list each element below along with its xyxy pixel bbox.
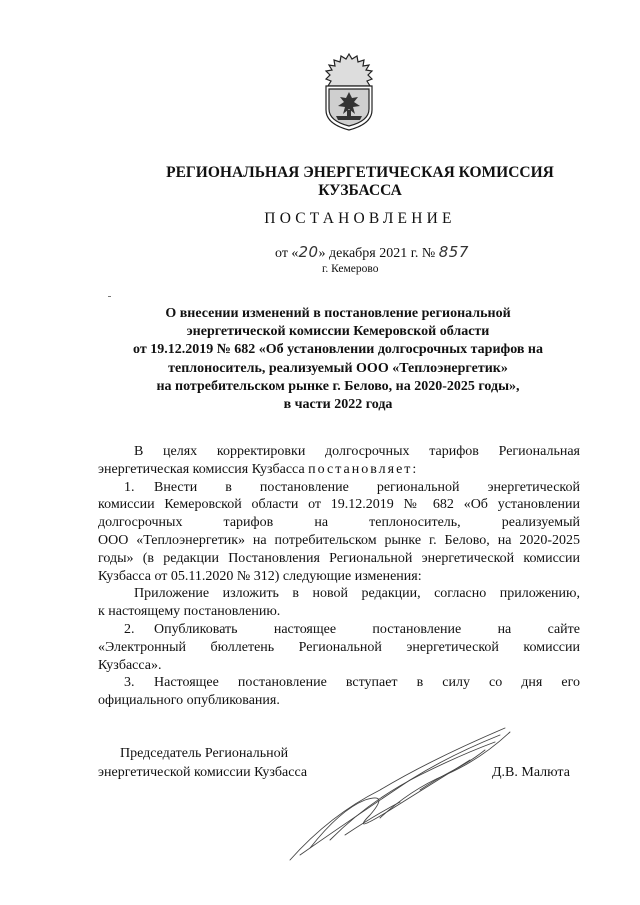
subject-line: О внесении изменений в постановление региональной	[165, 306, 511, 321]
item1-line3: долгосрочных тарифов на теплоноситель, реализуемый	[98, 515, 580, 531]
date-middle: » декабря 2021 г. №	[318, 246, 436, 261]
handwritten-signature	[270, 720, 520, 870]
appendix-line2: к настоящему постановлению.	[98, 604, 281, 620]
item1-number: 1.	[124, 479, 135, 495]
item2-line1	[98, 621, 580, 639]
paragraph-intro-line1: В целях корректировки долгосрочных тарифов Региональная	[134, 444, 580, 459]
city-label: г. Кемерово	[322, 263, 379, 275]
item3-line2: официального опубликования.	[98, 693, 280, 709]
item1-line6: Кузбасса от 05.11.2020 № 312) следующие изменения:	[98, 568, 422, 584]
signatory-title-line1: Председатель Региональной	[120, 746, 289, 761]
item1-line4: ООО «Теплоэнергетик» на потребительском рынке г. Белово, на 2020-2025	[98, 532, 580, 548]
item1-line5: годы» (в редакции Постановления Региональной энергетической комиссии	[98, 550, 580, 566]
signatory-title-line2: энергетической комиссии Кузбасса	[98, 765, 308, 780]
organization-name-line2: КУЗБАССА	[318, 182, 402, 199]
margin-mark	[108, 296, 111, 297]
coat-of-arms-emblem	[316, 52, 382, 132]
intro-colon: :	[412, 461, 417, 477]
subject-line: теплоноситель, реализуемый ООО «Теплоэнергетик»	[168, 360, 508, 376]
item2-line3: Кузбасса».	[98, 657, 162, 673]
item2-number: 2.	[124, 621, 135, 637]
date-prefix: от «	[275, 246, 299, 261]
handwritten-document-number: 857	[438, 243, 469, 261]
document-type-title: ПОСТАНОВЛЕНИЕ	[264, 210, 456, 227]
item3-text: Настоящее постановление вступает в силу со дня его	[154, 675, 580, 691]
signatory-name: Д.В. Малюта	[492, 765, 570, 780]
subject-line: энергетической комиссии Кемеровской области	[186, 324, 490, 340]
appendix-line1: Приложение изложить в новой редакции, согласно приложению,	[134, 586, 580, 602]
subject-line: на потребительском рынке г. Белово, на 2020-2025 годы»,	[156, 378, 520, 394]
item3-line1	[98, 674, 580, 692]
organization-name-line1: РЕГИОНАЛЬНАЯ ЭНЕРГЕТИЧЕСКАЯ КОМИССИЯ	[166, 164, 554, 181]
subject-line: от 19.12.2019 № 682 «Об установлении долгосрочных тарифов на	[133, 342, 543, 358]
item3-number: 3.	[124, 675, 135, 691]
subject-line: в части 2022 года	[283, 397, 393, 413]
date-and-number-line	[275, 243, 469, 262]
paragraph-intro-line2	[98, 461, 580, 479]
item2-line2: «Электронный бюллетень Региональной энергетической комиссии	[98, 639, 580, 655]
document-body	[98, 443, 580, 710]
item1-line2: комиссии Кемеровской области от 19.12.2019 № 682 «Об установлении	[98, 497, 580, 513]
item1-line1	[98, 479, 580, 497]
intro-text: энергетическая комиссия Кузбасса	[98, 461, 305, 477]
handwritten-day: 20	[298, 243, 319, 261]
document-subject	[98, 305, 578, 414]
item1-text: Внести в постановление региональной энергетической	[154, 479, 580, 495]
resolves-word: постановляет	[308, 461, 413, 477]
item2-text: Опубликовать настоящее постановление на сайте	[154, 621, 580, 637]
